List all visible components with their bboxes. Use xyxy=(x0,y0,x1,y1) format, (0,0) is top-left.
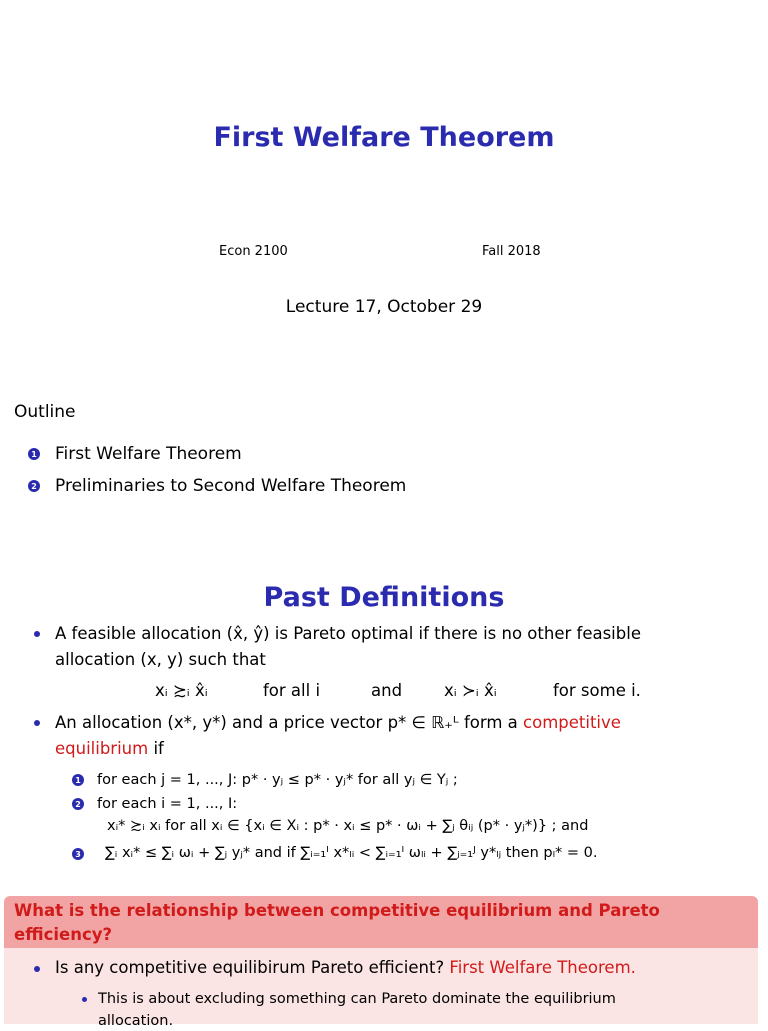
condition-weak-pref: xᵢ ≿ᵢ x̂ᵢ xyxy=(155,681,208,700)
outline-item xyxy=(28,476,406,496)
bullet2-if: if xyxy=(153,739,164,758)
bullet1-line1: A feasible allocation (x̂, ŷ) is Pareto optimal if there is no other feasible xyxy=(55,624,641,643)
bullet-icon xyxy=(34,720,40,726)
outline-item-label: Preliminaries to Second Welfare Theorem xyxy=(55,476,407,496)
number-badge: 2 xyxy=(72,798,84,810)
condition-and: and xyxy=(371,681,403,700)
bullet-icon xyxy=(34,966,40,972)
outline-item xyxy=(28,444,242,464)
bullet-icon xyxy=(34,631,40,637)
bullet2-line2 xyxy=(55,736,164,762)
equilibrium-condition-market-clearing: ∑ᵢ xᵢ* ≤ ∑ᵢ ωᵢ + ∑ⱼ yⱼ* and if ∑ᵢ₌₁ᴵ x*ₗᵢ < ∑ᵢ₌₁ᴵ ωₗᵢ + ∑ⱼ₌₁ᴶ y*ₗⱼ then pₗ* = 0. xyxy=(105,845,598,861)
section-title: Past Definitions xyxy=(263,582,505,613)
bullet2-text: An allocation (x*, y*) and a price vector p* ∈ ℝ₊ᴸ form a xyxy=(55,713,518,732)
outline-heading: Outline xyxy=(14,402,76,422)
number-badge: 1 xyxy=(28,448,40,460)
bullet2-line1 xyxy=(55,710,755,736)
equilibrium-condition-firms: for each j = 1, ..., J: p* · yⱼ ≤ p* · yⱼ* for all yⱼ ∈ Yⱼ ; xyxy=(97,772,458,788)
number-badge: 3 xyxy=(72,848,84,860)
equilibrium-condition-budget: xᵢ* ≿ᵢ xᵢ for all xᵢ ∈ {xᵢ ∈ Xᵢ : p* · xᵢ ≤ p* · ωᵢ + ∑ⱼ θᵢⱼ (p* · yⱼ*)} ; and xyxy=(107,818,589,834)
condition-for-some: for some i. xyxy=(553,681,641,700)
term-highlight: equilibrium xyxy=(55,739,149,758)
number-badge: 1 xyxy=(72,774,84,786)
block-bullet2: This is about excluding something can Pareto dominate the equilibrium xyxy=(98,991,616,1007)
term-label: Fall 2018 xyxy=(482,244,541,259)
outline-item-label: First Welfare Theorem xyxy=(55,444,242,464)
equilibrium-condition-consumers: for each i = 1, ..., I: xyxy=(97,796,238,812)
slide-title: First Welfare Theorem xyxy=(213,122,555,153)
bullet1-line2: allocation (x, y) such that xyxy=(55,650,266,669)
lecture-label: Lecture 17, October 29 xyxy=(285,297,483,317)
alert-block-title: What is the relationship between competitive equilibrium and Pareto efficiency? xyxy=(14,901,660,944)
block-bullet1-text: Is any competitive equilibirum Pareto efficient? xyxy=(55,958,445,977)
number-badge: 2 xyxy=(28,480,40,492)
block-bullet2-continued: allocation. xyxy=(98,1013,174,1029)
block-bullet1 xyxy=(55,955,636,981)
course-label: Econ 2100 xyxy=(219,244,288,259)
condition-for-all: for all i xyxy=(263,681,321,700)
term-highlight: competitive xyxy=(523,713,621,732)
term-highlight: First Welfare Theorem. xyxy=(449,958,636,977)
condition-strict-pref: xᵢ ≻ᵢ x̂ᵢ xyxy=(444,681,497,700)
bullet-icon xyxy=(82,997,87,1002)
